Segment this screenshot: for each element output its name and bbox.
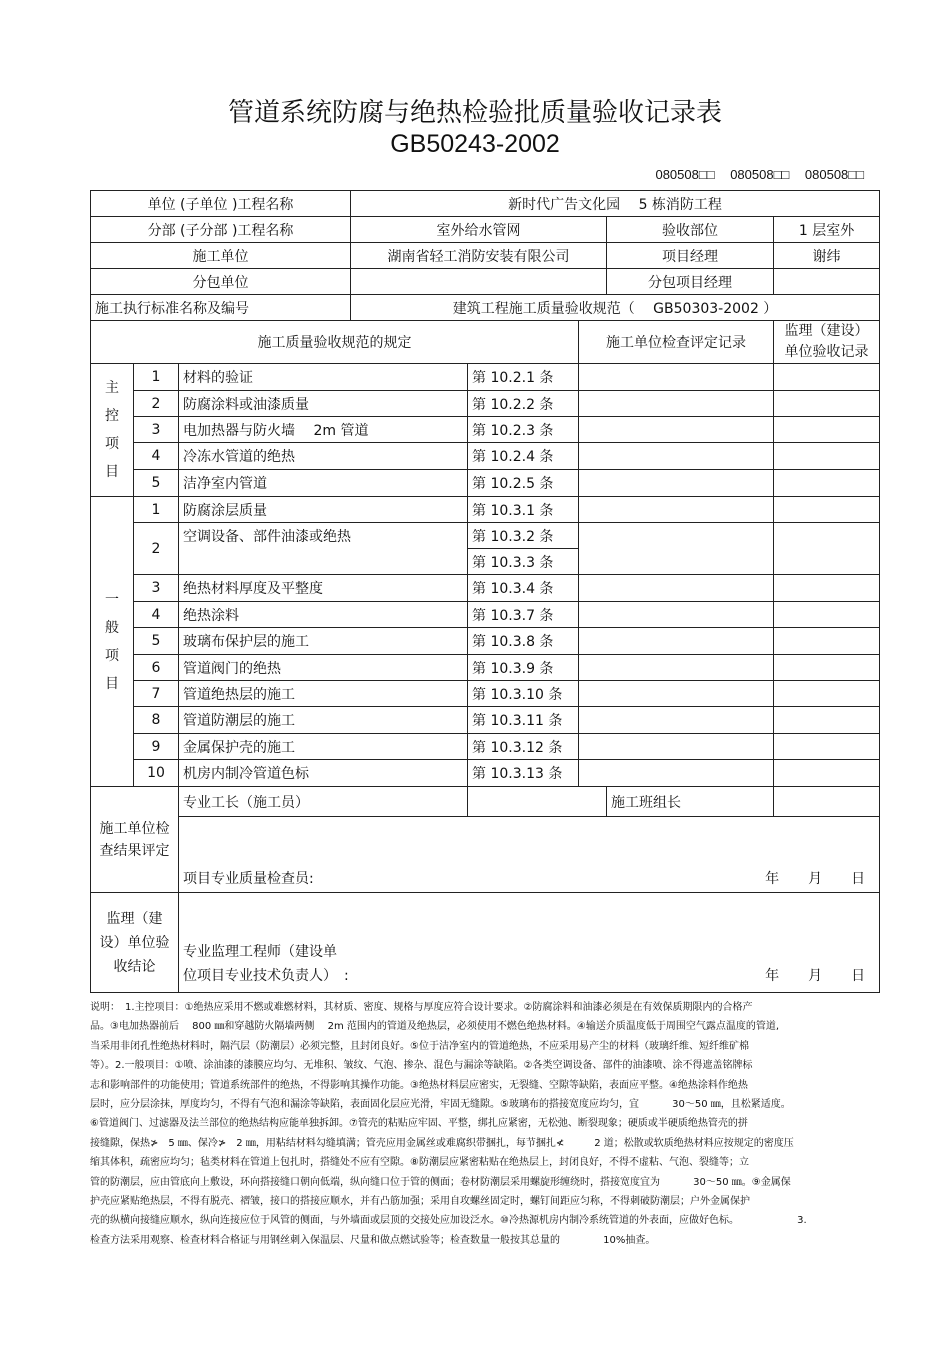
note-line: 接缝隙，保热≯ 5 ㎜、保冷≯ 2 ㎜，用粘结材料勾缝填满；管壳应用金属丝或难腐织带捆扎，每节捆扎≮ 2 道；松散或软质绝热材料应按规定的密度压 [90, 1137, 794, 1149]
main-group-label: 主 控 项 目 [91, 364, 134, 497]
supervise-cell[interactable] [774, 655, 880, 681]
check-cell[interactable] [579, 734, 774, 760]
note-line: 层时，应分层涂抹，厚度均匀，不得有气泡和漏涂等缺陷，表面固化层应光滑，牢固无缝隙。⑤玻璃布的搭接宽度应均匀，宜 30～50 ㎜，且松紧适度。 [90, 1099, 791, 1111]
sub-project-value: 室外给水管网 [351, 217, 607, 243]
inspection-table [90, 190, 880, 993]
accept-part-label: 验收部位 [607, 217, 774, 243]
item-no: 4 [134, 602, 179, 628]
check-cell[interactable] [579, 575, 774, 602]
supervise-cell[interactable] [774, 523, 880, 575]
note-line: 当采用非闭孔性绝热材料时，隔汽层（防潮层）必须完整，且封闭良好。⑤位于洁净室内的管道绝热，不应采用易产尘的材料（玻璃纤维、短纤维矿棉 [90, 1040, 749, 1052]
item-clause: 第 10.2.3 条 [468, 417, 579, 443]
check-cell[interactable] [579, 364, 774, 391]
note-line: 说明： 1.主控项目：①绝热应采用不燃或难燃材料，其材质、密度、规格与厚度应符合设计要求。②防腐涂料和油漆必须是在有效保质期限内的合格产 [90, 1002, 753, 1013]
item-clause: 第 10.3.3 条 [468, 549, 579, 575]
contractor-value: 湖南省轻工消防安装有限公司 [351, 243, 607, 269]
item-no: 2 [134, 391, 179, 417]
general-group-label: 一 般 项 目 [91, 497, 134, 787]
note-line: ⑥管道阀门、过滤器及法兰部位的绝热结构应能单独拆卸。⑦管壳的粘贴应牢固、平整，绑扎应紧密，无松弛、断裂现象；硬质或半硬质绝热管壳的拼 [90, 1118, 748, 1130]
engineer-label-1: 专业监理工程师（建设单 [183, 944, 337, 960]
check-cell[interactable] [579, 443, 774, 470]
item-clause: 第 10.3.9 条 [468, 655, 579, 681]
item-no: 1 [134, 497, 179, 523]
note-line: 护壳应紧贴绝热层，不得有脱壳、褶皱，接口的搭接应顺水，并有凸筋加强；采用自攻螺丝固定时，螺钉间距应匀称，不得刺破防潮层；户外金属保护 [90, 1196, 750, 1208]
form-code: 080508□□ [804, 167, 864, 182]
date-day: 日 [851, 871, 866, 887]
supervise-cell[interactable] [774, 470, 880, 497]
sub-pm-value [774, 269, 880, 295]
supervise-cell[interactable] [774, 681, 880, 707]
item-no: 4 [134, 443, 179, 470]
item-no: 3 [134, 575, 179, 602]
form-codes [643, 167, 864, 182]
item-name: 绝热材料厚度及平整度 [179, 575, 468, 602]
date-year: 年 [765, 968, 780, 984]
item-clause: 第 10.2.1 条 [468, 364, 579, 391]
item-no: 5 [134, 628, 179, 655]
supervise-cell[interactable] [774, 364, 880, 391]
unit-project-value: 新时代广告文化园 5 栋消防工程 [351, 191, 880, 217]
check-cell[interactable] [579, 470, 774, 497]
check-cell[interactable] [579, 628, 774, 655]
sub-pm-label: 分包项目经理 [607, 269, 774, 295]
item-no: 2 [134, 523, 179, 575]
date-month: 月 [808, 968, 823, 984]
check-cell[interactable] [579, 497, 774, 523]
team-leader-value[interactable] [774, 787, 880, 817]
item-name: 材料的验证 [179, 364, 468, 391]
foreman-value[interactable] [468, 787, 607, 817]
note-line: 检查方法采用观察、检查材料合格证与用钢丝刺入保温层、尺量和做点燃试验等；检查数量一般按其总量的 10%抽查。 [90, 1234, 656, 1246]
contractor-result-label: 施工单位检查结果评定 [91, 787, 179, 893]
item-name: 金属保护壳的施工 [179, 734, 468, 760]
pm-label: 项目经理 [607, 243, 774, 269]
item-no: 8 [134, 707, 179, 734]
page-title: 管道系统防腐与绝热检验批质量验收记录表 [227, 98, 722, 128]
supervise-cell[interactable] [774, 443, 880, 470]
supervise-cell[interactable] [774, 417, 880, 443]
item-no: 3 [134, 417, 179, 443]
pm-value: 谢纬 [774, 243, 880, 269]
note-line: 管的防潮层，应由管底向上敷设，环向搭接缝口朝向低端，纵向缝口位于管的侧面；卷材防潮层采用螺旋形缠绕时，搭接宽度宜为 30～50 ㎜。⑨金属保 [90, 1176, 791, 1188]
supervise-cell[interactable] [774, 575, 880, 602]
form-code: 080508□□ [730, 167, 790, 182]
note-line: 等）。2.一般项目：①喷、涂油漆的漆膜应均匀、无堆积、皱纹、气泡、掺杂、混色与漏涂等缺陷。②各类空调设备、部件的油漆喷、涂不得遮盖铭牌标 [90, 1060, 753, 1072]
item-name: 电加热器与防火墙 2m 管道 [179, 417, 468, 443]
item-clause: 第 10.3.12 条 [468, 734, 579, 760]
check-cell[interactable] [579, 760, 774, 787]
item-name: 防腐涂层质量 [179, 497, 468, 523]
check-column-header: 施工单位检查评定记录 [579, 321, 774, 364]
item-no: 9 [134, 734, 179, 760]
form-code: 080508□□ [655, 167, 715, 182]
item-no: 5 [134, 470, 179, 497]
team-leader-label: 施工班组长 [607, 787, 774, 817]
contractor-result-content[interactable] [179, 817, 880, 893]
item-clause: 第 10.3.2 条 [468, 523, 579, 549]
item-name: 冷冻水管道的绝热 [179, 443, 468, 470]
supervise-cell[interactable] [774, 734, 880, 760]
item-name: 洁净室内管道 [179, 470, 468, 497]
subcontractor-label: 分包单位 [91, 269, 351, 295]
note-line: 品。③电加热器前后 800 ㎜和穿越防火隔墙两侧 2m 范围内的管道及绝热层，必须使用不燃色绝热材料。④输送介质温度低于周围空气露点温度的管道, [90, 1021, 780, 1033]
item-no: 7 [134, 681, 179, 707]
spec-column-header: 施工质量验收规范的规定 [91, 321, 579, 364]
date-month: 月 [808, 871, 823, 887]
subcontractor-value [351, 269, 607, 295]
item-name: 空调设备、部件油漆或绝热 [179, 523, 468, 575]
item-no: 10 [134, 760, 179, 787]
standard-code: GB50243-2002 [390, 130, 560, 158]
supervise-column-header: 监理（建设）单位验收记录 [774, 321, 880, 364]
item-clause: 第 10.3.13 条 [468, 760, 579, 787]
check-cell[interactable] [579, 523, 774, 575]
item-name: 管道阀门的绝热 [179, 655, 468, 681]
item-no: 6 [134, 655, 179, 681]
check-cell[interactable] [579, 655, 774, 681]
standard-label: 施工执行标准名称及编号 [91, 295, 351, 321]
supervise-cell[interactable] [774, 497, 880, 523]
supervise-cell[interactable] [774, 707, 880, 734]
supervisor-result-label: 监理（建设）单位验收结论 [91, 893, 179, 993]
item-clause: 第 10.3.8 条 [468, 628, 579, 655]
standard-value: 建筑工程施工质量验收规范（ GB50303-2002 ） [351, 295, 880, 321]
item-clause: 第 10.3.10 条 [468, 681, 579, 707]
contractor-label: 施工单位 [91, 243, 351, 269]
note-line: 志和影响部件的功能使用；管道系统部件的绝热，不得影响其操作功能。③绝热材料层应密实，无裂缝、空隙等缺陷，表面应平整。④绝热涂料作绝热 [90, 1079, 748, 1091]
supervise-cell[interactable] [774, 391, 880, 417]
check-cell[interactable] [579, 681, 774, 707]
supervise-cell[interactable] [774, 760, 880, 787]
item-name: 管道防潮层的施工 [179, 707, 468, 734]
check-cell[interactable] [579, 602, 774, 628]
accept-part-value: 1 层室外 [774, 217, 880, 243]
note-line: 壳的纵横向接缝应顺水，纵向连接应位于风管的侧面，与外墙面或层顶的交接处应加设泛水。⑩冷热源机房内制冷系统管道的外表面，应做好色标。 3. [90, 1215, 807, 1227]
date-year: 年 [765, 871, 780, 887]
item-name: 玻璃布保护层的施工 [179, 628, 468, 655]
item-clause: 第 10.3.4 条 [468, 575, 579, 602]
sub-project-label: 分部 (子分部 )工程名称 [91, 217, 351, 243]
foreman-label: 专业工长（施工员） [179, 787, 468, 817]
item-name: 防腐涂料或油漆质量 [179, 391, 468, 417]
item-no: 1 [134, 364, 179, 391]
check-cell[interactable] [579, 417, 774, 443]
item-name: 管道绝热层的施工 [179, 681, 468, 707]
notes [90, 998, 882, 1250]
engineer-label-2: 位项目专业技术负责人） : [183, 968, 349, 984]
unit-project-label: 单位 (子单位 )工程名称 [91, 191, 351, 217]
supervise-cell[interactable] [774, 628, 880, 655]
inspector-label: 项目专业质量检查员: [183, 871, 314, 887]
item-name: 机房内制冷管道色标 [179, 760, 468, 787]
item-clause: 第 10.3.1 条 [468, 497, 579, 523]
item-clause: 第 10.2.4 条 [468, 443, 579, 470]
item-name: 绝热涂料 [179, 602, 468, 628]
item-clause: 第 10.3.11 条 [468, 707, 579, 734]
date-day: 日 [851, 968, 866, 984]
check-cell[interactable] [579, 707, 774, 734]
note-line: 缩其体积，疏密应均匀；毡类材料在管道上包扎时，搭缝处不应有空隙。⑧防潮层应紧密粘贴在绝热层上，封闭良好，不得不虚粘、气泡、裂缝等；立 [90, 1157, 749, 1169]
item-clause: 第 10.2.5 条 [468, 470, 579, 497]
supervise-cell[interactable] [774, 602, 880, 628]
item-clause: 第 10.3.7 条 [468, 602, 579, 628]
item-clause: 第 10.2.2 条 [468, 391, 579, 417]
supervisor-result-content[interactable] [179, 893, 880, 993]
check-cell[interactable] [579, 391, 774, 417]
